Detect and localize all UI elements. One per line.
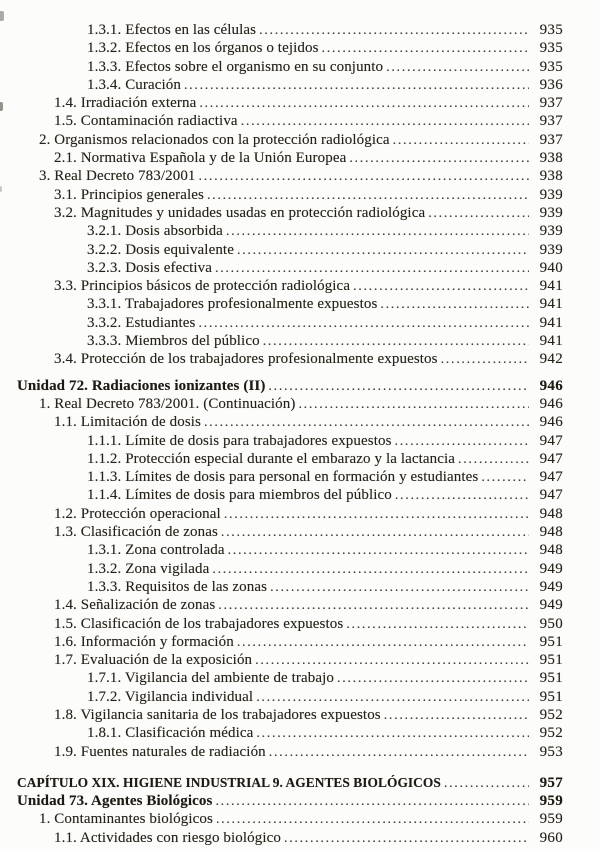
page-number: 937 bbox=[539, 131, 563, 148]
toc-entry-label: 3.3.3. Miembros del público bbox=[87, 333, 260, 350]
toc-entry-label: 1.1. Limitación de dosis bbox=[54, 414, 201, 431]
toc-entry bbox=[17, 377, 563, 395]
page-number: 941 bbox=[539, 333, 563, 350]
dot-leader bbox=[284, 829, 529, 848]
toc-entry-label: 3.3. Principios básicos de protección radiológica bbox=[54, 278, 351, 295]
toc-entry-label: 1.3.1. Efectos en las células bbox=[87, 22, 257, 38]
toc-entry bbox=[17, 167, 563, 185]
toc-entry-label: 1.4. Señalización de zonas bbox=[54, 597, 216, 614]
toc-entry bbox=[17, 204, 563, 222]
toc-entry-label: 1.6. Información y formación bbox=[54, 633, 234, 650]
page-number: 959 bbox=[539, 811, 563, 828]
toc-entry bbox=[17, 395, 563, 413]
toc-entry bbox=[17, 149, 563, 167]
dot-leader bbox=[393, 131, 529, 150]
dot-leader bbox=[259, 21, 529, 40]
page-number: 941 bbox=[539, 314, 563, 331]
toc-entry-label: 3.1. Principios generales bbox=[54, 186, 204, 203]
toc-entry-label: 3. Real Decreto 783/2001 bbox=[39, 168, 196, 185]
dot-leader bbox=[337, 669, 529, 688]
toc-entry-label: 1.7.1. Vigilancia del ambiente de trabajo bbox=[87, 670, 335, 687]
toc-entry-label: 3.3.1. Trabajadores profesionalmente expuestos bbox=[87, 296, 378, 313]
toc-entry-label: 1.8. Vigilancia sanitaria de los trabajadores expuestos bbox=[54, 706, 381, 723]
page-number: 959 bbox=[539, 793, 563, 810]
toc-entry bbox=[17, 486, 563, 504]
page-number: 948 bbox=[539, 505, 563, 522]
toc-entry bbox=[17, 39, 563, 57]
toc-entry-label: 1.3.2. Zona vigilada bbox=[87, 560, 210, 577]
toc-entry bbox=[17, 688, 563, 706]
dot-leader bbox=[224, 505, 529, 524]
dot-leader bbox=[184, 76, 529, 95]
page-number: 948 bbox=[539, 542, 563, 559]
section-gap bbox=[17, 761, 563, 774]
page-number: 949 bbox=[539, 597, 563, 614]
toc-entry-label: 1.1. Actividades con riesgo biológico bbox=[54, 829, 281, 846]
toc-entry-label: 3.2.3. Dosis efectiva bbox=[87, 259, 212, 276]
dot-leader bbox=[199, 94, 529, 113]
toc-entry-label: 1.1.3. Límites de dosis para personal en formación y estudiantes bbox=[87, 469, 479, 486]
toc-entry-label: 2. Organismos relacionados con la protección radiológica bbox=[39, 131, 390, 148]
toc-entry-label: 3.4. Protección de los trabajadores profesionalmente expuestos bbox=[54, 351, 438, 368]
page-number: 936 bbox=[539, 76, 563, 93]
dot-leader bbox=[444, 774, 529, 793]
toc-entry-label: 3.2. Magnitudes y unidades usadas en protección radiológica bbox=[54, 204, 426, 221]
page-number: 952 bbox=[539, 706, 563, 723]
toc-entry bbox=[17, 560, 563, 578]
dot-leader bbox=[268, 377, 529, 396]
toc-entry bbox=[17, 774, 563, 792]
page-number: 935 bbox=[539, 58, 563, 75]
dot-leader bbox=[237, 633, 529, 652]
toc-list bbox=[0, 21, 600, 847]
page-number: 942 bbox=[539, 351, 563, 368]
toc-entry-label: Unidad 73. Agentes Biológicos bbox=[17, 793, 213, 810]
page-number: 935 bbox=[539, 22, 563, 38]
toc-entry-label: 1.5. Clasificación de los trabajadores expuestos bbox=[54, 615, 344, 632]
dot-leader bbox=[256, 688, 529, 707]
page-number: 938 bbox=[539, 168, 563, 185]
page-number: 935 bbox=[539, 40, 563, 57]
toc-entry bbox=[17, 58, 563, 76]
toc-entry-label: 1.3.4. Curación bbox=[87, 76, 181, 93]
dot-leader bbox=[237, 241, 529, 260]
page-number: 950 bbox=[539, 615, 563, 632]
toc-entry bbox=[17, 222, 563, 240]
dot-leader bbox=[298, 395, 529, 414]
dot-leader bbox=[384, 706, 529, 725]
toc-entry bbox=[17, 76, 563, 94]
toc-entry bbox=[17, 112, 563, 130]
toc-entry bbox=[17, 724, 563, 742]
page-number: 951 bbox=[539, 670, 563, 687]
toc-entry bbox=[17, 792, 563, 810]
toc-entry-label: 1.2. Protección operacional bbox=[54, 505, 221, 522]
page-number: 937 bbox=[539, 95, 563, 112]
dot-leader bbox=[395, 486, 529, 505]
page-number: 939 bbox=[539, 186, 563, 203]
toc-entry bbox=[17, 94, 563, 112]
toc-entry-label: 1.1.1. Límite de dosis para trabajadores expuestos bbox=[87, 432, 392, 449]
toc-entry bbox=[17, 633, 563, 651]
dot-leader bbox=[458, 450, 529, 469]
toc-entry-label: 1.7.2. Vigilancia individual bbox=[87, 688, 254, 705]
dot-leader bbox=[269, 743, 529, 762]
toc-entry bbox=[17, 615, 563, 633]
page-number: 951 bbox=[539, 688, 563, 705]
toc-entry-label: 1.1.2. Protección especial durante el embarazo y la lactancia bbox=[87, 450, 456, 467]
toc-entry bbox=[17, 432, 563, 450]
dot-leader bbox=[346, 615, 529, 634]
dot-leader bbox=[349, 149, 529, 168]
dot-leader bbox=[215, 792, 529, 811]
dot-leader bbox=[255, 651, 529, 670]
toc-entry bbox=[17, 578, 563, 596]
toc-entry-label: 1.5. Contaminación radiactiva bbox=[54, 113, 238, 130]
page-number: 946 bbox=[539, 377, 563, 394]
toc-entry bbox=[17, 295, 563, 313]
dot-leader bbox=[204, 413, 529, 432]
page-number: 939 bbox=[539, 241, 563, 258]
page-number: 940 bbox=[539, 259, 563, 276]
page-number: 947 bbox=[539, 450, 563, 467]
toc-entry bbox=[17, 596, 563, 614]
dot-leader bbox=[481, 468, 529, 487]
toc-entry-label: 1.3. Clasificación de zonas bbox=[54, 524, 218, 541]
toc-entry bbox=[17, 259, 563, 277]
page-number: 937 bbox=[539, 113, 563, 130]
toc-entry bbox=[17, 523, 563, 541]
toc-entry bbox=[17, 669, 563, 687]
page-number: 941 bbox=[539, 296, 563, 313]
toc-entry bbox=[17, 651, 563, 669]
page-number: 947 bbox=[539, 487, 563, 504]
scan-artifact bbox=[0, 102, 3, 111]
dot-leader bbox=[380, 295, 529, 314]
page-number: 957 bbox=[539, 774, 563, 791]
dot-leader bbox=[386, 58, 529, 77]
toc-entry-label: 1.8.1. Clasificación médica bbox=[87, 725, 254, 742]
toc-entry-label: 1.3.1. Zona controlada bbox=[87, 542, 225, 559]
page-number: 952 bbox=[539, 725, 563, 742]
page-number: 941 bbox=[539, 278, 563, 295]
toc-entry-label: 1. Real Decreto 783/2001. (Continuación) bbox=[39, 395, 296, 412]
toc-entry-label: 1.3.3. Requisitos de las zonas bbox=[87, 578, 268, 595]
page-number: 960 bbox=[539, 829, 563, 846]
toc-entry bbox=[17, 131, 563, 149]
dot-leader bbox=[441, 350, 529, 369]
toc-entry bbox=[17, 810, 563, 828]
page-number: 951 bbox=[539, 652, 563, 669]
toc-entry bbox=[17, 277, 563, 295]
scan-artifact bbox=[0, 11, 4, 21]
dot-leader bbox=[199, 167, 529, 186]
page-number: 939 bbox=[539, 204, 563, 221]
dot-leader bbox=[322, 39, 529, 58]
page-number: 953 bbox=[539, 743, 563, 760]
dot-leader bbox=[226, 222, 529, 241]
page-number: 949 bbox=[539, 560, 563, 577]
page-number: 938 bbox=[539, 150, 563, 167]
toc-entry bbox=[17, 241, 563, 259]
dot-leader bbox=[215, 259, 529, 278]
dot-leader bbox=[263, 332, 529, 351]
toc-entry bbox=[17, 541, 563, 559]
toc-entry bbox=[17, 350, 563, 368]
dot-leader bbox=[270, 578, 529, 597]
page-number: 947 bbox=[539, 469, 563, 486]
dot-leader bbox=[221, 523, 529, 542]
dot-leader bbox=[216, 810, 529, 829]
page-number: 946 bbox=[539, 414, 563, 431]
dot-leader bbox=[395, 432, 529, 451]
toc-entry-label: Unidad 72. Radiaciones ionizantes (II) bbox=[17, 377, 266, 394]
toc-entry bbox=[17, 829, 563, 847]
section-gap bbox=[17, 369, 563, 377]
toc-entry bbox=[17, 743, 563, 761]
dot-leader bbox=[228, 541, 529, 560]
dot-leader bbox=[212, 560, 529, 579]
toc-entry-label: 1.7. Evaluación de la exposición bbox=[54, 652, 253, 669]
page-number: 951 bbox=[539, 633, 563, 650]
toc-entry bbox=[17, 413, 563, 431]
dot-leader bbox=[198, 314, 529, 333]
toc-entry-label: 3.3.2. Estudiantes bbox=[87, 314, 196, 331]
toc-entry bbox=[17, 186, 563, 204]
toc-entry-label: 3.2.2. Dosis equivalente bbox=[87, 241, 234, 258]
toc-entry-label: 1.1.4. Límites de dosis para miembros del público bbox=[87, 487, 392, 504]
toc-entry-label: 1.4. Irradiación externa bbox=[54, 95, 197, 112]
toc-entry bbox=[17, 505, 563, 523]
toc-entry bbox=[17, 314, 563, 332]
toc-entry bbox=[17, 21, 563, 39]
dot-leader bbox=[353, 277, 529, 296]
toc-entry bbox=[17, 706, 563, 724]
toc-entry bbox=[17, 450, 563, 468]
dot-leader bbox=[241, 112, 529, 131]
page-number: 947 bbox=[539, 432, 563, 449]
page-number: 939 bbox=[539, 223, 563, 240]
toc-entry-label: 2.1. Normativa Española y de la Unión Europea bbox=[54, 150, 347, 167]
toc-entry bbox=[17, 468, 563, 486]
toc-entry-label: 3.2.1. Dosis absorbida bbox=[87, 223, 223, 240]
toc-entry-label: 1.3.3. Efectos sobre el organismo en su conjunto bbox=[87, 58, 384, 75]
page-number: 946 bbox=[539, 395, 563, 412]
toc-entry-label: CAPÍTULO XIX. HIGIENE INDUSTRIAL 9. AGENTES BIOLÓGICOS bbox=[17, 774, 441, 790]
toc-entry-label: 1.3.2. Efectos en los órganos o tejidos bbox=[87, 40, 319, 57]
toc-entry-label: 1.9. Fuentes naturales de radiación bbox=[54, 743, 266, 760]
dot-leader bbox=[428, 204, 529, 223]
page-number: 949 bbox=[539, 578, 563, 595]
toc-entry bbox=[17, 332, 563, 350]
dot-leader bbox=[256, 724, 529, 743]
dot-leader bbox=[207, 186, 529, 205]
dot-leader bbox=[218, 596, 529, 615]
toc-entry-label: 1. Contaminantes biológicos bbox=[39, 811, 213, 828]
page-number: 948 bbox=[539, 524, 563, 541]
